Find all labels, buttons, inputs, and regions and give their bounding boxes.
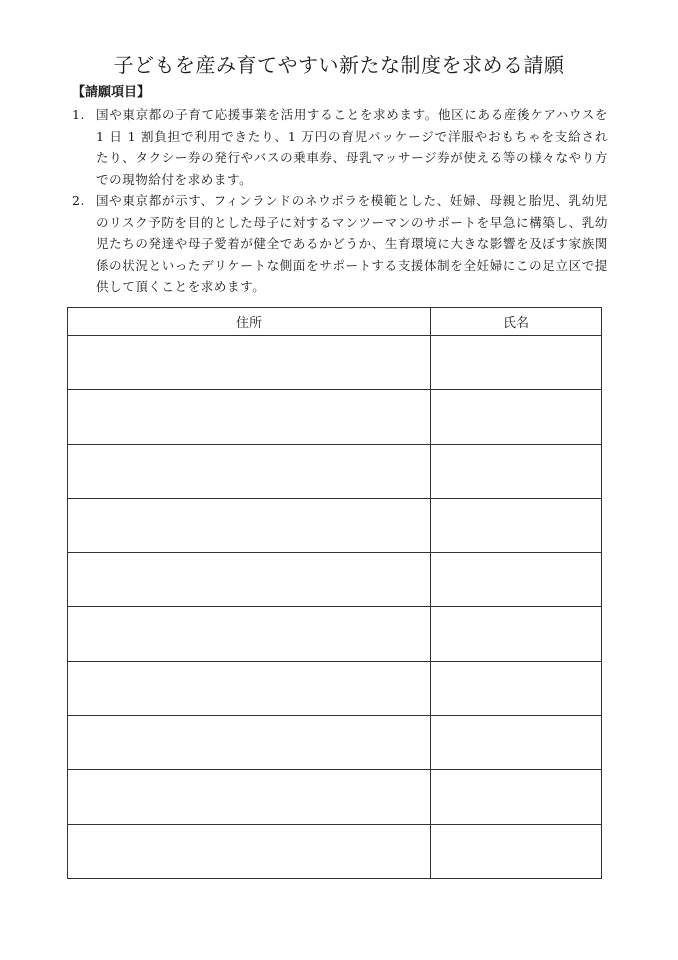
address-cell[interactable]	[68, 607, 431, 661]
address-cell[interactable]	[68, 716, 431, 770]
table-row	[68, 336, 602, 390]
table-row	[68, 607, 602, 661]
name-cell[interactable]	[431, 553, 602, 607]
address-cell[interactable]	[68, 553, 431, 607]
table-row	[68, 661, 602, 715]
item-text: 国や東京都が示す、フィンランドのネウボラを模範とした、妊婦、母親と胎児、乳幼児のリスク予防を目的とした母子に対するマンツーマンのサポートを早急に構築し、乳幼児たちの発達や母子愛着が健全であるかどうか、生育環境に大きな影響を及ぼす家族関係の状況といったデリケートな側面をサポートする支援体制を全妊婦にこの足立区で提供して頂くことを求めます。	[96, 193, 608, 294]
item-number: 2.	[72, 193, 86, 208]
address-cell[interactable]	[68, 336, 431, 390]
table-row	[68, 390, 602, 444]
item-text: 国や東京都の子育て応援事業を活用することを求めます。他区にある産後ケアハウスを 1 日 1 割負担で利用できたり、1 万円の育児パッケージで洋服やおもちゃを支給されたり、タクシー券の発行やバスの乗車券、母乳マッサージ券が使える等の様々なやり方での現物給付を求めます。	[96, 107, 608, 187]
name-cell[interactable]	[431, 716, 602, 770]
name-cell[interactable]	[431, 390, 602, 444]
address-cell[interactable]	[68, 824, 431, 878]
name-cell[interactable]	[431, 607, 602, 661]
name-cell[interactable]	[431, 336, 602, 390]
petition-items-list	[68, 104, 608, 298]
section-heading: 【請願項目】	[72, 85, 151, 100]
table-header-row	[68, 308, 602, 336]
name-cell[interactable]	[431, 661, 602, 715]
petition-item	[68, 104, 608, 190]
name-cell[interactable]	[431, 444, 602, 498]
address-cell[interactable]	[68, 498, 431, 552]
item-number: 1.	[72, 107, 86, 122]
document-title: 子どもを産み育てやすい新たな制度を求める請願	[113, 53, 565, 77]
table-row	[68, 824, 602, 878]
table-row	[68, 498, 602, 552]
address-column-header: 住所	[68, 308, 431, 336]
address-cell[interactable]	[68, 444, 431, 498]
table-row	[68, 444, 602, 498]
address-cell[interactable]	[68, 390, 431, 444]
name-cell[interactable]	[431, 770, 602, 824]
signature-table	[67, 307, 602, 879]
name-column-header: 氏名	[431, 308, 602, 336]
table-row	[68, 770, 602, 824]
address-cell[interactable]	[68, 770, 431, 824]
address-cell[interactable]	[68, 661, 431, 715]
name-cell[interactable]	[431, 498, 602, 552]
table-row	[68, 716, 602, 770]
name-cell[interactable]	[431, 824, 602, 878]
petition-item	[68, 190, 608, 298]
table-row	[68, 553, 602, 607]
